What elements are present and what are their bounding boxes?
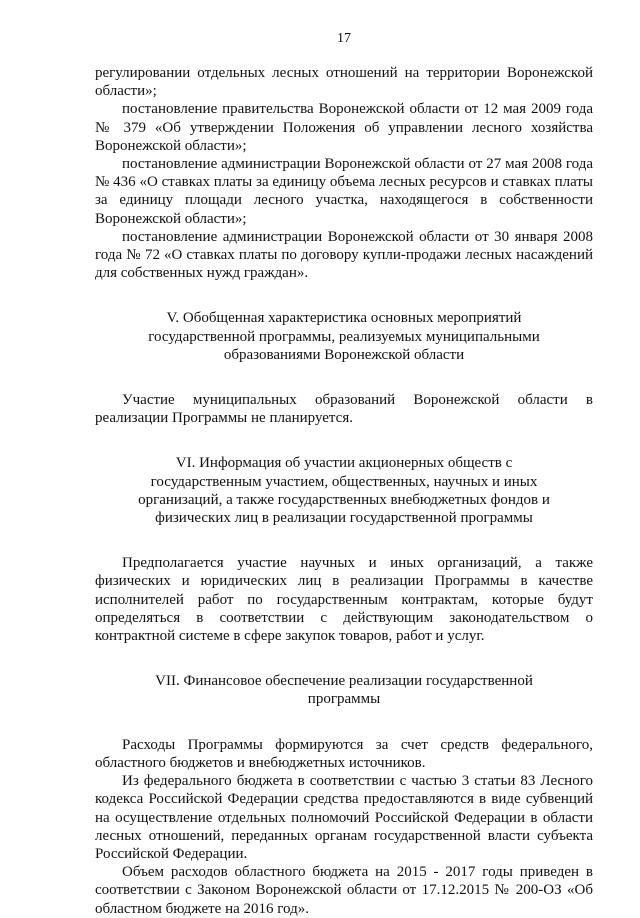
section-5-paragraph: Участие муниципальных образований Воронежской области в реализации Программы не планируется. (95, 392, 593, 427)
section-6-heading: VI. Информация об участии акционерных обществ с государственным участием, общественных, научных и иных организаций, а также государственных внебюджетных фондов и физических лиц в реализации государственной программы (138, 455, 550, 527)
section-7-heading: VII. Финансовое обеспечение реализации государственной программы (155, 673, 533, 708)
document-body (95, 64, 593, 918)
paragraph-decree-436: постановление администрации Воронежской области от 27 мая 2008 года № 436 «О ставках платы за единицу объема лесных ресурсов и ставках платы за единицу площади лесного участка, находящегося в собственности Воронежской области»; (95, 156, 593, 227)
section-7-paragraph-3: Объем расходов областного бюджета на 2015 - 2017 годы приведен в соответствии с Законом Воронежской области от 17.12.2015 № 200-ОЗ «Об областном бюджете на 2016 год». (95, 864, 593, 917)
page-number: 17 (337, 31, 351, 46)
paragraph-decree-379: постановление правительства Воронежской области от 12 мая 2009 года № 379 «Об утверждении Положения об управлении лесного хозяйства Воронежской области»; (95, 101, 593, 154)
paragraph-continued: регулировании отдельных лесных отношений на территории Воронежской области»; (95, 65, 593, 100)
section-5-heading: V. Обобщенная характеристика основных мероприятий государственной программы, реализуемых муниципальными образованиями Воронежской области (148, 310, 540, 363)
section-7-paragraph-1: Расходы Программы формируются за счет средств федерального, областного бюджетов и внебюджетных источников. (95, 736, 593, 771)
paragraph-decree-72: постановление администрации Воронежской области от 30 января 2008 года № 72 «О ставках платы по договору купли-продажи лесных насаждений для собственных нужд граждан». (95, 228, 593, 282)
section-6-paragraph: Предполагается участие научных и иных организаций, а также физических и юридических лиц в реализации Программы в качестве исполнителей работ по государственным контрактам, которые будут определяться в соответствии с действующим законодательством о контрактной системе в сфере закупок товаров, работ и услуг. (95, 555, 593, 645)
section-7-paragraph-2: Из федерального бюджета в соответствии с частью 3 статьи 83 Лесного кодекса Российской Федерации средства предоставляются в виде субвенций на осуществление отдельных полномочий Российской Федерации в области лесных отношений, переданных органам государственной власти субъекта Российской Федерации. (95, 773, 593, 862)
